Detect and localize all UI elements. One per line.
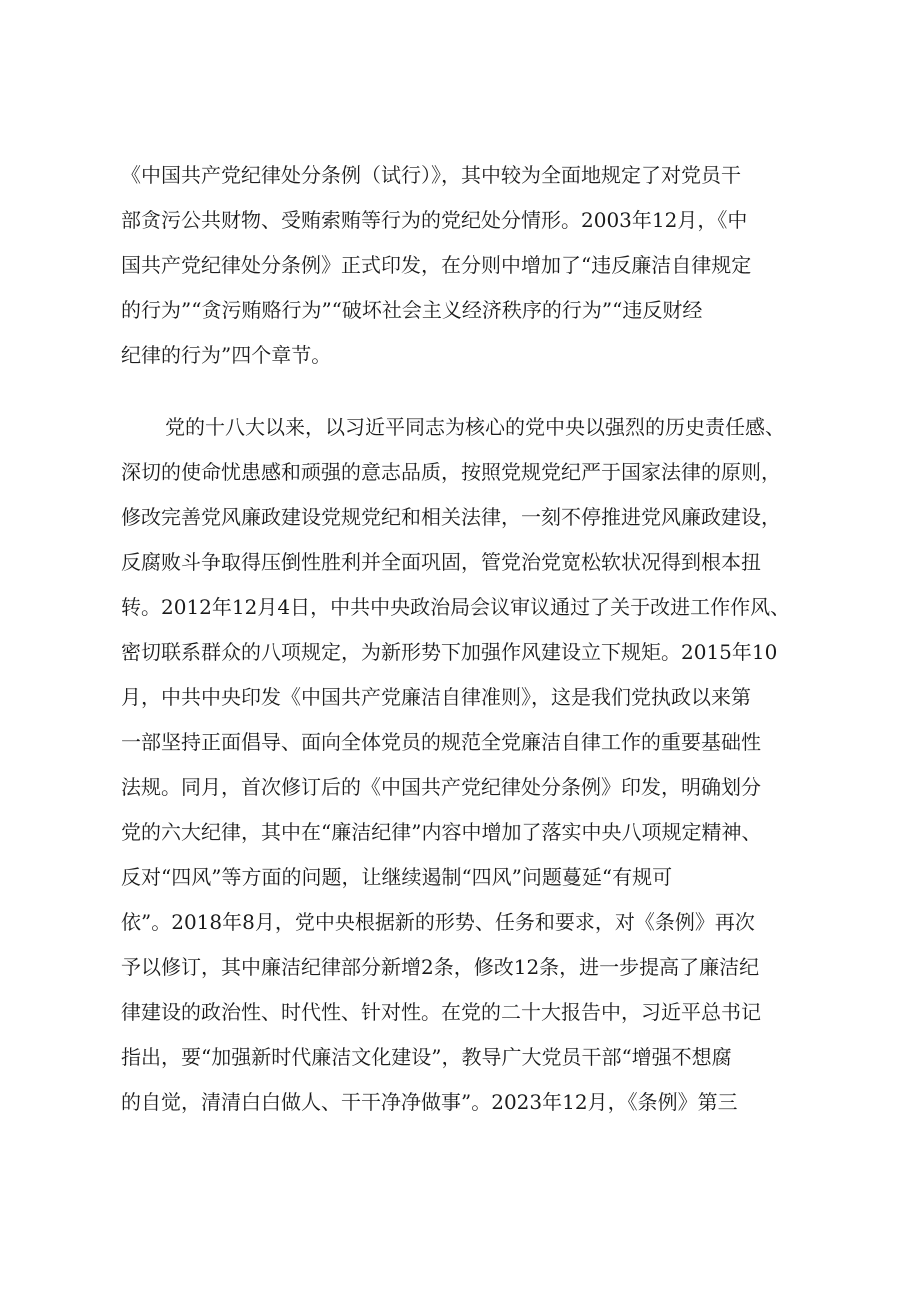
- text-line: 法规。同月，首次修订后的《中国共产党纪律处分条例》印发，明确划分: [121, 775, 761, 799]
- text-line: 修改完善党风廉政建设党规党纪和相关法律，一刻不停推进党风廉政建设，: [121, 505, 781, 529]
- text-line: 依”。2018年8月，党中央根据新的形势、任务和要求，对《条例》再次: [121, 910, 755, 934]
- text-line: 《中国共产党纪律处分条例（试行）》，其中较为全面地规定了对党员干: [121, 163, 741, 187]
- paragraph-1: [121, 153, 801, 378]
- text-line: 部贪污公共财物、受贿索贿等行为的党纪处分情形。2003年12月，《中: [121, 208, 748, 232]
- text-line: 国共产党纪律处分条例》正式印发，在分则中增加了“违反廉洁自律规定: [121, 253, 752, 277]
- text-line: 指出，要“加强新时代廉洁文化建设”，教导广大党员干部“增强不想腐: [121, 1045, 732, 1069]
- text-line: 党的十八大以来，以习近平同志为核心的党中央以强烈的历史责任感、: [165, 415, 785, 439]
- text-line: 反腐败斗争取得压倒性胜利并全面巩固，管党治党宽松软状况得到根本扭: [121, 550, 761, 574]
- text-line: 律建设的政治性、时代性、针对性。在党的二十大报告中，习近平总书记: [121, 1000, 761, 1024]
- text-line: 党的六大纪律，其中在“廉洁纪律”内容中增加了落实中央八项规定精神、: [121, 820, 762, 844]
- paragraph-2: [121, 405, 801, 1125]
- text-line: 予以修订，其中廉洁纪律部分新增2条，修改12条，进一步提高了廉洁纪: [121, 955, 760, 979]
- text-line: 转。2012年12月4日，中共中央政治局会议审议通过了关于改进工作作风、: [121, 595, 791, 619]
- text-line: 的自觉，清清白白做人、干干净净做事”。2023年12月，《条例》第三: [121, 1090, 738, 1114]
- text-line: 密切联系群众的八项规定，为新形势下加强作风建设立下规矩。2015年10: [121, 640, 778, 664]
- text-line: 一部坚持正面倡导、面向全体党员的规范全党廉洁自律工作的重要基础性: [121, 730, 761, 754]
- text-line: 纪律的行为”四个章节。: [121, 343, 332, 367]
- text-line: 月，中共中央印发《中国共产党廉洁自律准则》，这是我们党执政以来第: [121, 685, 751, 709]
- text-line: 的行为”“贪污贿赂行为”“破坏社会主义经济秩序的行为”“违反财经: [121, 298, 703, 322]
- text-line: 深切的使命忧患感和顽强的意志品质，按照党规党纪严于国家法律的原则，: [121, 460, 781, 484]
- text-line: 反对“四风”等方面的问题，让继续遏制“四风”问题蔓延“有规可: [121, 865, 673, 889]
